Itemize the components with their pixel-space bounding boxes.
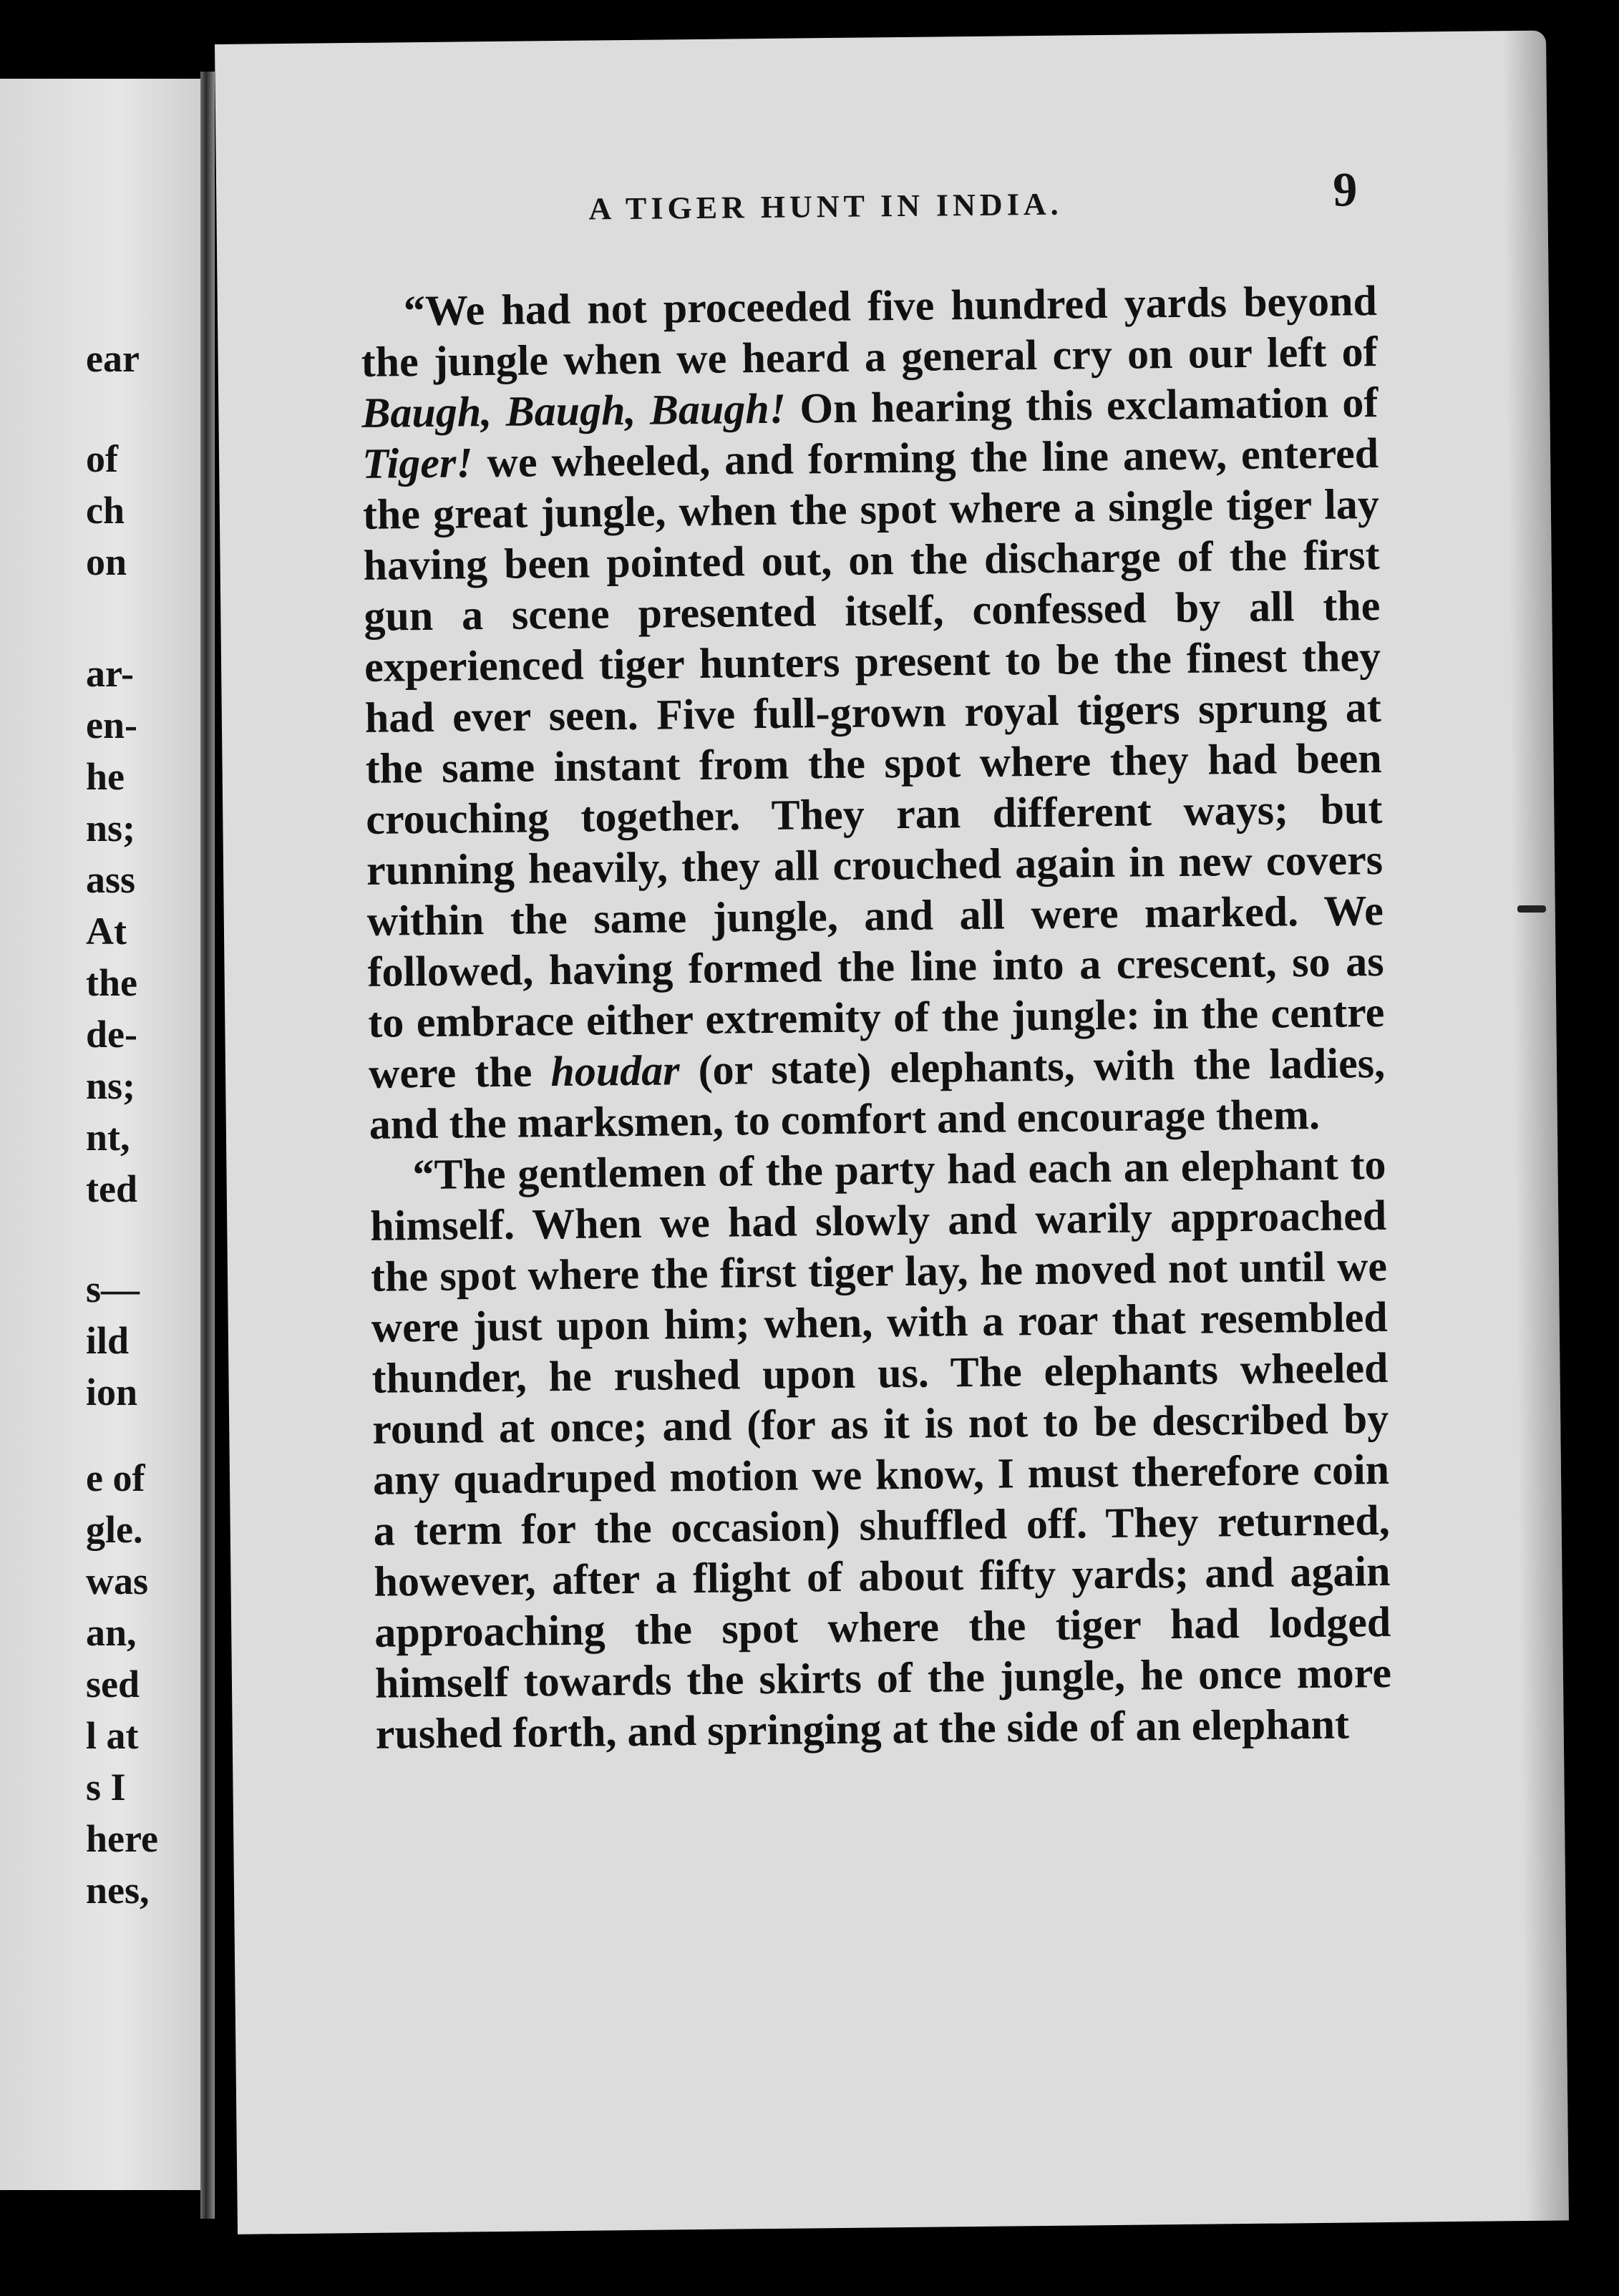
paragraph <box>369 1139 1392 1760</box>
paragraph <box>361 276 1386 1150</box>
facing-fragment: an, <box>86 1611 137 1654</box>
facing-page-text <box>0 79 200 2190</box>
facing-fragment: ted <box>86 1167 137 1210</box>
facing-fragment: ns; <box>86 807 136 850</box>
facing-fragment: At <box>86 910 127 953</box>
facing-fragment: nes, <box>86 1869 150 1912</box>
facing-fragment: e of <box>86 1456 145 1499</box>
facing-fragment: s I <box>86 1766 126 1809</box>
book-gutter <box>200 72 215 2219</box>
facing-fragment: on <box>86 540 127 583</box>
facing-fragment: ear <box>86 337 140 380</box>
facing-page-left <box>0 79 200 2190</box>
facing-fragment: ar- <box>86 652 134 695</box>
page-number: 9 <box>1332 162 1358 217</box>
facing-fragment: he <box>86 755 125 798</box>
facing-fragment: ass <box>86 858 136 901</box>
facing-fragment: the <box>86 961 137 1004</box>
facing-fragment: ch <box>86 489 125 532</box>
facing-fragment: l at <box>86 1714 139 1757</box>
text-run: (or state) elephants, with the ladies, and the marksmen, to comfort and encourage them. <box>369 1038 1386 1148</box>
page-right <box>215 31 1569 2234</box>
running-head: A TIGER HUNT IN INDIA. <box>588 186 1063 227</box>
facing-fragment: s— <box>86 1268 140 1310</box>
text-run: we wheeled, and forming the line anew, entered the great jungle, when the spot where a single tiger lay having been pointed out, on the discharge of the first gun a scene presented itself, confessed by all the experienced tiger hunters present to be the finest they had ever seen. Five full-grown royal tigers sprung at the same instant from the spot where they had been crouching together. They ran different ways; but running heavily, they all crouched again in new covers within the same jungle, and all were marked. We followed, having formed the line into a crescent, so as to embrace either extremity of the jungle: in the centre were the <box>362 429 1385 1097</box>
page-edge-mark <box>1517 905 1546 913</box>
facing-fragment: was <box>86 1560 149 1602</box>
facing-fragment: sed <box>86 1663 140 1706</box>
facing-fragment: ild <box>86 1319 130 1362</box>
body-text <box>361 276 1392 1760</box>
page-header <box>216 162 1569 252</box>
text-run: On hearing this exclamation of <box>785 379 1379 432</box>
facing-fragment: ion <box>86 1371 138 1414</box>
facing-fragment: en- <box>86 704 137 746</box>
facing-fragment: of <box>86 437 118 480</box>
facing-fragment: ns; <box>86 1064 136 1107</box>
emphasis: houdar <box>550 1046 680 1096</box>
facing-fragment: nt, <box>86 1116 130 1159</box>
facing-fragment: gle. <box>86 1508 143 1551</box>
text-run: “The gentlemen of the party had each an elephant to himself. When we had slowly and warily approached the spot where the first tiger lay, he moved not until we were just upon him; when, with a roar that resembled thunder, he rushed upon us. The elephants wheeled round at once; and (for as it is not to be described by any quadruped motion we know, I must therefore coin a term for the occasion) shuffled off. They returned, however, after a flight of about fifty yards; and again approaching the spot where the tiger had lodged himself towards the skirts of the jungle, he once more rushed forth, and springing at the side of an elephant <box>369 1140 1392 1758</box>
emphasis: Baugh, Baugh, Baugh! <box>361 384 787 437</box>
facing-fragment: de- <box>86 1013 137 1056</box>
facing-fragment: here <box>86 1817 158 1860</box>
text-run: “We had not proceeded five hundred yards beyond the jungle when we heard a general cry on our left of <box>361 277 1378 386</box>
emphasis: Tiger! <box>361 439 473 487</box>
